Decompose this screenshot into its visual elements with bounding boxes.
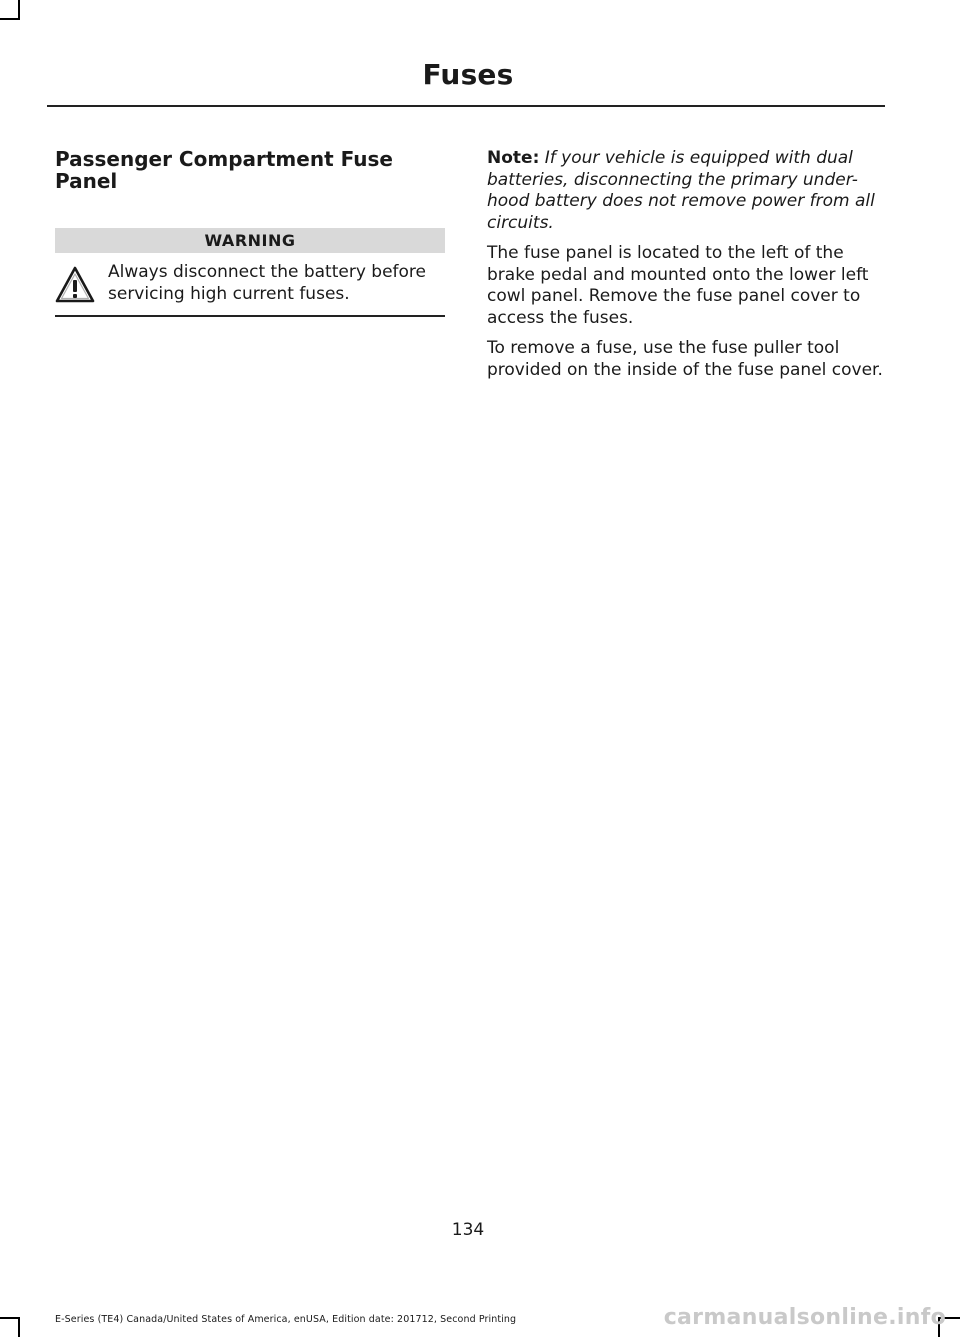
warning-box xyxy=(55,261,445,315)
paragraph-fuse-panel-location: The fuse panel is located to the left of the brake pedal and mounted onto the lower left cowl panel. Remove the fuse panel cover to access the fuses. xyxy=(487,243,869,328)
warning-triangle-icon xyxy=(55,265,95,305)
watermark: carmanualsonline.info xyxy=(663,1305,946,1330)
warning-divider xyxy=(55,315,445,317)
crop-mark xyxy=(18,0,20,20)
right-column xyxy=(487,148,887,381)
crop-mark xyxy=(18,1317,20,1337)
header-divider xyxy=(47,105,885,107)
section-heading: Passenger Compartment Fuse Panel xyxy=(55,147,393,193)
page-title: Fuses xyxy=(422,58,514,91)
footer-edition-info: E-Series (TE4) Canada/United States of America, enUSA, Edition date: 201712, Second Printing xyxy=(55,1314,517,1325)
paragraph-fuse-removal: To remove a fuse, use the fuse puller tool provided on the inside of the fuse panel cover. xyxy=(487,338,883,380)
crop-mark xyxy=(0,1317,20,1319)
crop-mark xyxy=(0,18,20,20)
warning-text: Always disconnect the battery before servicing high current fuses. xyxy=(108,262,427,304)
note-text: If your vehicle is equipped with dual batteries, disconnecting the primary under-hood battery does not remove power from all circuits. xyxy=(487,148,875,233)
note-label: Note: xyxy=(487,148,540,168)
left-column xyxy=(55,148,445,317)
page-number: 134 xyxy=(451,1220,485,1240)
warning-label: WARNING xyxy=(55,228,445,253)
note xyxy=(487,148,887,234)
